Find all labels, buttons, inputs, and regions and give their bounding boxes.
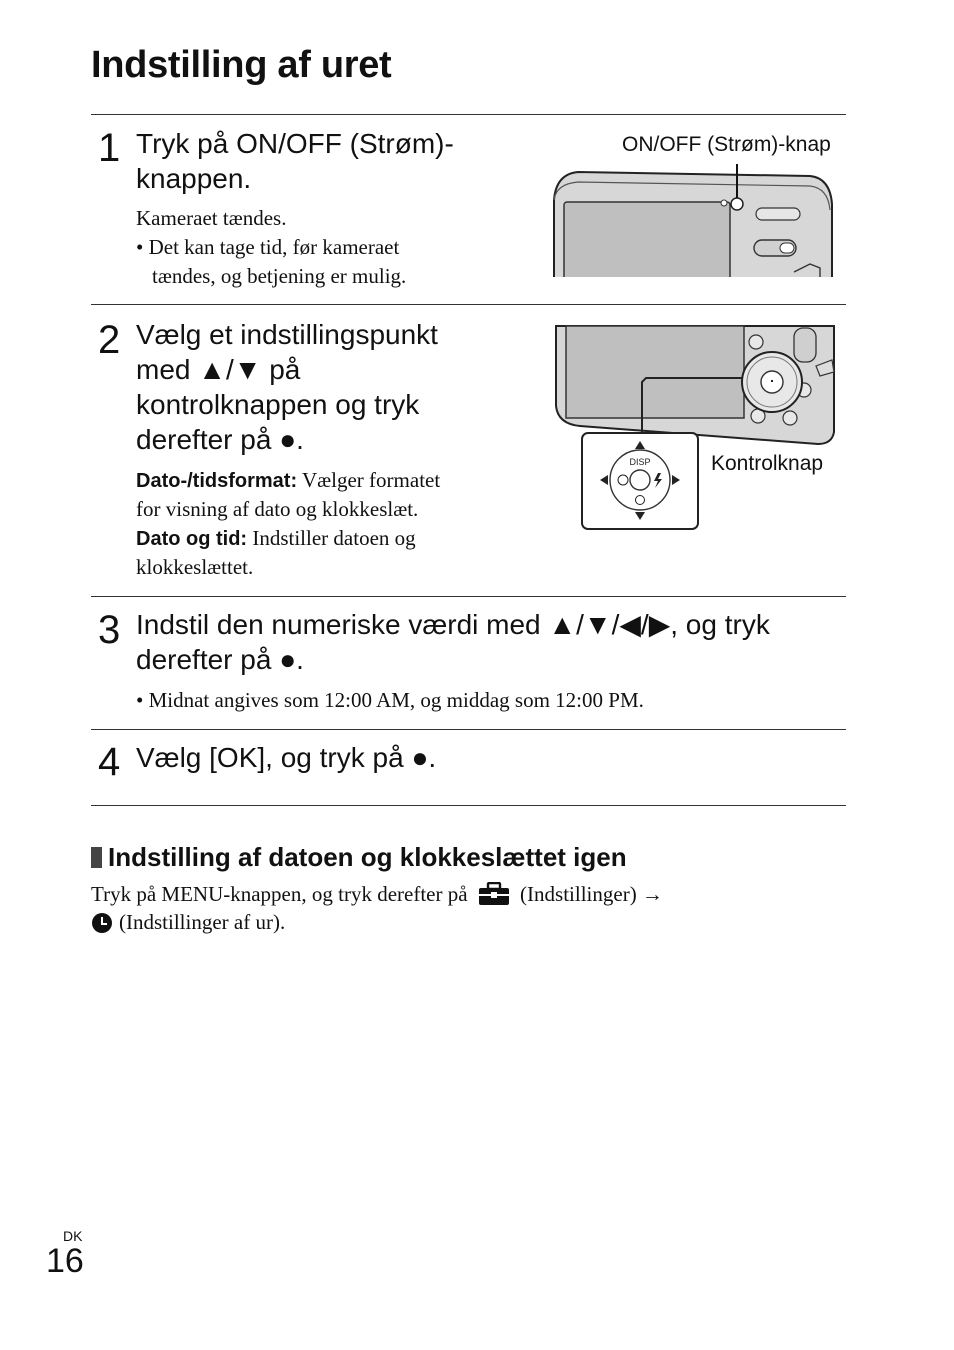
page-language: DK bbox=[63, 1228, 83, 1244]
step-2-def-2 bbox=[136, 524, 416, 554]
camera-top-illustration bbox=[548, 160, 838, 280]
step-2-def-1-text: Vælger formatet bbox=[297, 468, 441, 492]
step-2-def-2-text: Indstiller datoen og bbox=[247, 526, 416, 550]
toolbox-icon bbox=[478, 882, 510, 906]
section-line-1-text: Tryk på MENU-knappen, og tryk derefter på bbox=[91, 882, 468, 906]
step-1-heading-line-2: knappen. bbox=[136, 163, 252, 194]
step-1-heading-line-1: Tryk på ON/OFF (Strøm)- bbox=[136, 128, 454, 159]
step-3-heading-line-1: Indstil den numeriske værdi med ▲/▼/◀/▶, og tryk bbox=[136, 609, 770, 640]
page-title: Indstilling af uret bbox=[91, 44, 392, 86]
divider bbox=[91, 114, 846, 115]
divider bbox=[91, 596, 846, 597]
page-number: 16 bbox=[46, 1242, 84, 1280]
step-2-def-2-term: Dato og tid: bbox=[136, 528, 248, 550]
power-button-label: ON/OFF (Strøm)-knap bbox=[622, 133, 831, 156]
step-3-number: 3 bbox=[98, 608, 121, 652]
step-3-heading-line-2: derefter på ●. bbox=[136, 644, 304, 675]
step-2-number: 2 bbox=[98, 318, 121, 362]
section-marker bbox=[91, 847, 102, 868]
section-line-1-after: (Indstillinger) → bbox=[520, 882, 663, 906]
step-1-bullet-line-2: tændes, og betjening er mulig. bbox=[152, 264, 407, 288]
control-button-label: Kontrolknap bbox=[711, 452, 824, 475]
section-line-2 bbox=[91, 908, 285, 937]
section-line-1 bbox=[91, 880, 663, 909]
divider bbox=[91, 304, 846, 305]
step-1-number: 1 bbox=[98, 126, 121, 170]
step-2-def-1-text-line-2: for visning af dato og klokkeslæt. bbox=[136, 497, 419, 521]
step-2-heading-line-3: kontrolknappen og tryk bbox=[136, 389, 420, 420]
section-line-2-text: (Indstillinger af ur). bbox=[119, 910, 286, 934]
step-1-bullet-line-1: • Det kan tage tid, før kameraet bbox=[136, 235, 400, 259]
step-2-def-1-term: Dato-/tidsformat: bbox=[136, 470, 298, 492]
step-4-heading: Vælg [OK], og tryk på ●. bbox=[136, 742, 437, 773]
step-2-heading-line-2: med ▲/▼ på bbox=[136, 354, 301, 385]
clock-icon bbox=[91, 912, 113, 934]
camera-back-illustration bbox=[550, 322, 844, 534]
step-4-number: 4 bbox=[98, 740, 121, 784]
disp-label: DISP bbox=[629, 457, 651, 467]
step-2-heading-line-4: derefter på ●. bbox=[136, 424, 304, 455]
step-2-heading-line-1: Vælg et indstillingspunkt bbox=[136, 319, 438, 350]
step-2-def-2-text-line-2: klokkeslættet. bbox=[136, 555, 254, 579]
divider bbox=[91, 729, 846, 730]
step-1-body: Kameraet tændes. bbox=[136, 206, 287, 230]
divider bbox=[91, 805, 846, 806]
section-heading: Indstilling af datoen og klokkeslættet igen bbox=[108, 842, 627, 872]
step-3-bullet: • Midnat angives som 12:00 AM, og middag som 12:00 PM. bbox=[136, 688, 644, 712]
step-2-def-1 bbox=[136, 466, 440, 496]
